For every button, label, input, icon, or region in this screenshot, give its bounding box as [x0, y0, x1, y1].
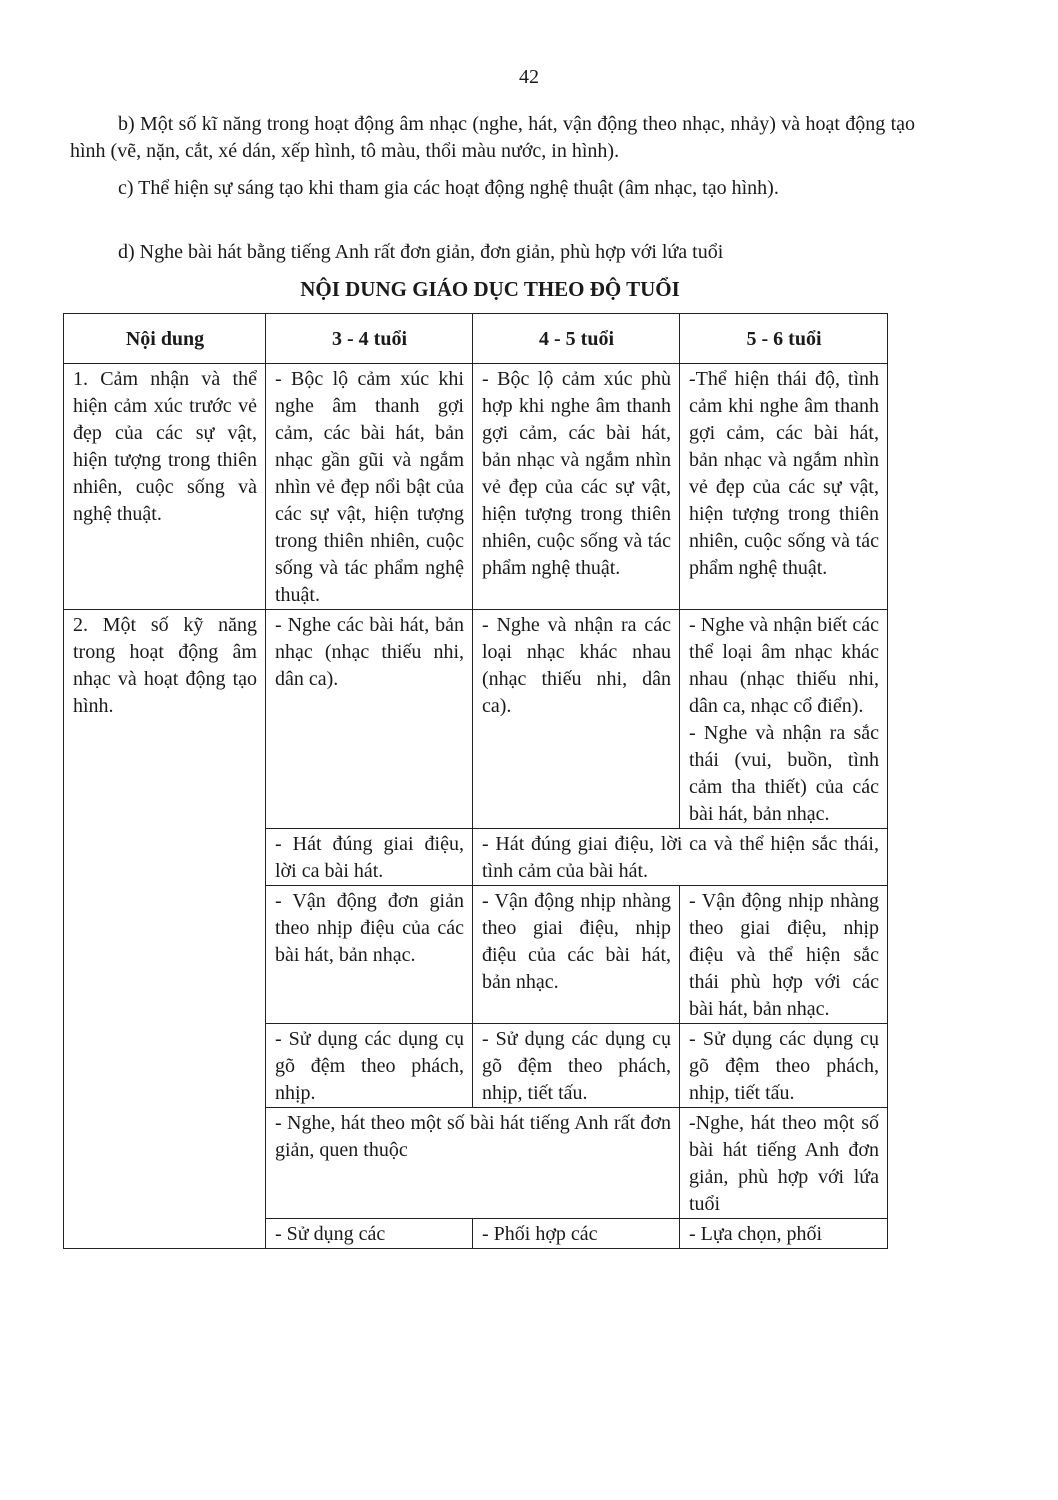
cell-age-3-5: - Nghe, hát theo một số bài hát tiếng Anh rất đơn giản, quen thuộc [266, 1108, 680, 1219]
cell-text: - Nghe và nhận ra sắc thái (vui, buồn, tình cảm tha thiết) của các bài hát, bản nhạc. [689, 722, 879, 825]
cell-age-4-5: - Bộc lộ cảm xúc phù hợp khi nghe âm thanh gợi cảm, các bài hát, bản nhạc và ngắm nhìn vẻ đẹp của các sự vật, hiện tượng trong thiên nhiên, cuộc sống và tác phẩm nghệ thuật. [473, 364, 680, 610]
cell-age-4-6: - Hát đúng giai điệu, lời ca và thể hiện sắc thái, tình cảm của bài hát. [473, 829, 888, 886]
cell-age-5-6: -Nghe, hát theo một số bài hát tiếng Anh đơn giản, phù hợp với lứa tuổi [680, 1108, 888, 1219]
paragraph-b: b) Một số kĩ năng trong hoạt động âm nhạc (nghe, hát, vận động theo nhạc, nhảy) và hoạt động tạo hình (vẽ, nặn, cắt, xé dán, xếp hình, tô màu, thổi màu nước, in hình). [70, 113, 915, 162]
page-number: 42 [519, 66, 539, 88]
paragraph-d: d) Nghe bài hát bằng tiếng Anh rất đơn giản, đơn giản, phù hợp với lứa tuổi [118, 241, 724, 263]
header-age-3-4: 3 - 4 tuổi [266, 314, 473, 364]
topic-cell: 1. Cảm nhận và thể hiện cảm xúc trước vẻ đẹp của các sự vật, hiện tượng trong thiên nhiên, cuộc sống và nghệ thuật. [64, 364, 266, 610]
table-row [64, 610, 888, 829]
table-header-row [64, 314, 888, 364]
cell-age-3-4: - Sử dụng các [266, 1219, 473, 1249]
cell-age-3-4: - Sử dụng các dụng cụ gõ đệm theo phách, nhịp. [266, 1024, 473, 1108]
topic-cell: 2. Một số kỹ năng trong hoạt động âm nhạc và hoạt động tạo hình. [64, 610, 266, 1249]
cell-age-3-4: - Nghe các bài hát, bản nhạc (nhạc thiếu nhi, dân ca). [266, 610, 473, 829]
cell-age-5-6 [680, 610, 888, 829]
header-age-4-5: 4 - 5 tuổi [473, 314, 680, 364]
header-age-5-6: 5 - 6 tuổi [680, 314, 888, 364]
cell-age-5-6: - Sử dụng các dụng cụ gõ đệm theo phách, nhịp, tiết tấu. [680, 1024, 888, 1108]
cell-age-4-5: - Nghe và nhận ra các loại nhạc khác nhau (nhạc thiếu nhi, dân ca). [473, 610, 680, 829]
header-content: Nội dung [64, 314, 266, 364]
paragraph-c: c) Thể hiện sự sáng tạo khi tham gia các hoạt động nghệ thuật (âm nhạc, tạo hình). [118, 177, 779, 199]
table-row [64, 364, 888, 610]
education-content-table [63, 313, 888, 1249]
section-heading: NỘI DUNG GIÁO DỤC THEO ĐỘ TUỔI [300, 277, 680, 301]
cell-age-5-6: - Lựa chọn, phối [680, 1219, 888, 1249]
cell-age-3-4: - Vận động đơn giản theo nhịp điệu của các bài hát, bản nhạc. [266, 886, 473, 1024]
cell-age-4-5: - Sử dụng các dụng cụ gõ đệm theo phách, nhịp, tiết tấu. [473, 1024, 680, 1108]
cell-text: - Nghe và nhận biết các thể loại âm nhạc khác nhau (nhạc thiếu nhi, dân ca, nhạc cổ điển). [689, 614, 879, 717]
cell-age-4-5: - Phối hợp các [473, 1219, 680, 1249]
cell-age-4-5: - Vận động nhịp nhàng theo giai điệu, nhịp điệu của các bài hát, bản nhạc. [473, 886, 680, 1024]
cell-age-3-4: - Hát đúng giai điệu, lời ca bài hát. [266, 829, 473, 886]
cell-age-5-6: - Vận động nhịp nhàng theo giai điệu, nhịp điệu và thể hiện sắc thái phù hợp với các bài hát, bản nhạc. [680, 886, 888, 1024]
cell-age-3-4: - Bộc lộ cảm xúc khi nghe âm thanh gợi cảm, các bài hát, bản nhạc gần gũi và ngắm nhìn vẻ đẹp nổi bật của các sự vật, hiện tượng trong thiên nhiên, cuộc sống và tác phẩm nghệ thuật. [266, 364, 473, 610]
cell-age-5-6: -Thể hiện thái độ, tình cảm khi nghe âm thanh gợi cảm, các bài hát, bản nhạc và ngắm nhìn vẻ đẹp của các sự vật, hiện tượng trong thiên nhiên, cuộc sống và tác phẩm nghệ thuật. [680, 364, 888, 610]
